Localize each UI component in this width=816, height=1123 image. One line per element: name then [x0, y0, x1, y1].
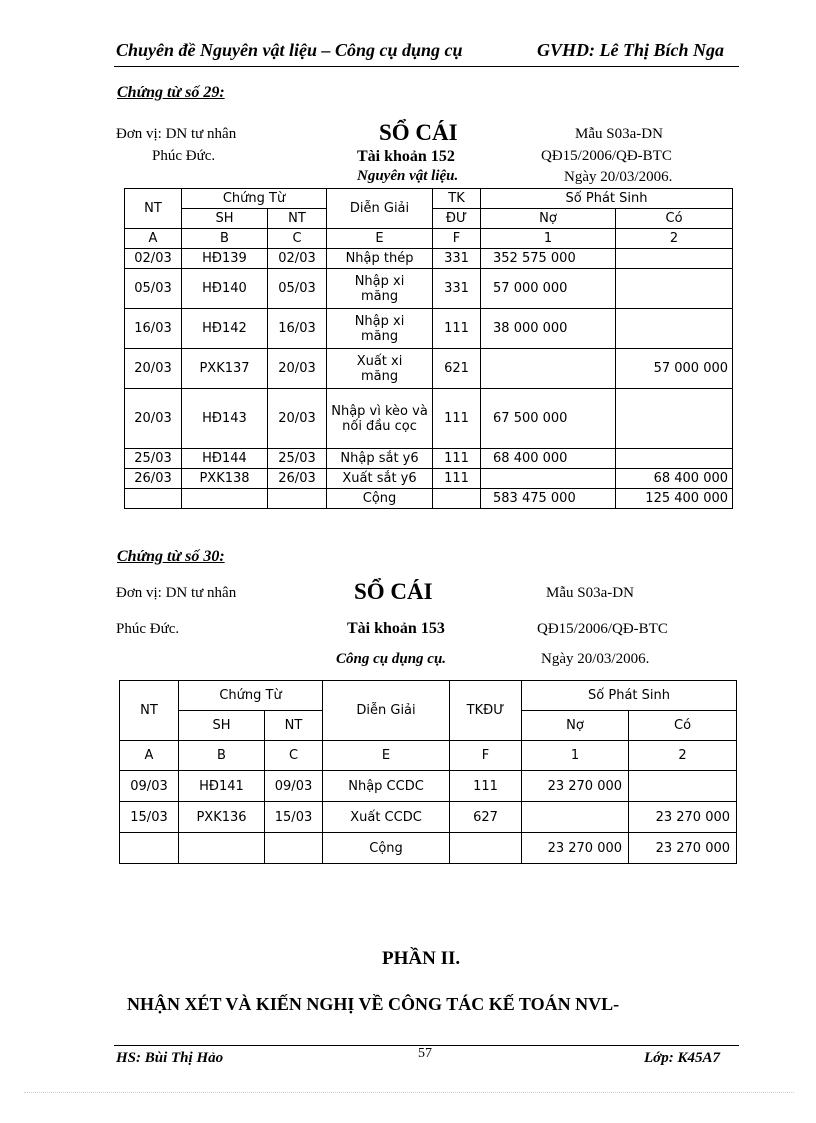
cell-nt2: 25/03	[268, 449, 327, 469]
header-co: Có	[629, 711, 737, 741]
cell-nt2: 26/03	[268, 469, 327, 489]
header-chung-tu: Chứng Từ	[182, 189, 327, 209]
header-sh: SH	[179, 711, 265, 741]
cell-nt2: 15/03	[265, 802, 323, 833]
cell-nt: 02/03	[125, 249, 182, 269]
unit-place-29: Phúc Đức.	[152, 148, 216, 164]
code-cell: 1	[481, 229, 616, 249]
total-no: 23 270 000	[522, 833, 629, 864]
cell-nt: 05/03	[125, 269, 182, 309]
decision-30: QĐ15/2006/QĐ-BTC	[537, 621, 668, 637]
cell-nt2: 09/03	[265, 771, 323, 802]
part-title: PHẦN II.	[382, 948, 461, 969]
code-cell: C	[268, 229, 327, 249]
table-row	[125, 249, 733, 269]
header-nt2: NT	[265, 711, 323, 741]
total-co: 125 400 000	[616, 489, 733, 509]
cell-tk: 111	[450, 771, 522, 802]
code-row	[120, 741, 737, 771]
table-row	[125, 309, 733, 349]
cell-co: 57 000 000	[616, 349, 733, 389]
voucher-label-29: Chứng từ số 29:	[117, 84, 225, 101]
page-number: 57	[418, 1046, 432, 1061]
table-row	[125, 269, 733, 309]
part-subtitle: NHẬN XÉT VÀ KIẾN NGHỊ VỀ CÔNG TÁC KẾ TOÁN NVL-	[127, 994, 620, 1014]
header-so-phat-sinh: Số Phát Sinh	[522, 681, 737, 711]
header-no: Nợ	[481, 209, 616, 229]
ledger-title-30: SỔ CÁI	[354, 579, 433, 604]
cell-co: 68 400 000	[616, 469, 733, 489]
cell-co	[616, 269, 733, 309]
footer-student: HS: Bùi Thị Hảo	[116, 1050, 224, 1066]
account-name-29: Nguyên vật liệu.	[357, 168, 459, 184]
header-sh: SH	[182, 209, 268, 229]
cell-nt2: 05/03	[268, 269, 327, 309]
cell-co	[616, 389, 733, 449]
cell-tk: 111	[433, 469, 481, 489]
unit-place-30: Phúc Đức.	[116, 621, 180, 637]
cell-no: 68 400 000	[481, 449, 616, 469]
code-row	[125, 229, 733, 249]
code-cell: B	[179, 741, 265, 771]
cell-sh: HĐ139	[182, 249, 268, 269]
cell-no	[522, 802, 629, 833]
cell-tk: 331	[433, 249, 481, 269]
cell-sh: HĐ140	[182, 269, 268, 309]
header-no: Nợ	[522, 711, 629, 741]
form-code-30: Mẫu S03a-DN	[546, 585, 634, 601]
cell-dien-giai: Nhập sắt y6	[327, 449, 433, 469]
cell-co	[616, 249, 733, 269]
ledger-table-152	[124, 188, 733, 509]
cell-nt2: 16/03	[268, 309, 327, 349]
cell-tk: 627	[450, 802, 522, 833]
cell-sh: HĐ143	[182, 389, 268, 449]
page-edge-dots	[24, 1092, 794, 1093]
header-co: Có	[616, 209, 733, 229]
cell-dien-giai: Nhập xi măng	[327, 269, 433, 309]
table-row	[125, 349, 733, 389]
unit-name-30: Đơn vị: DN tư nhân	[116, 585, 237, 601]
cell-no: 23 270 000	[522, 771, 629, 802]
code-cell: A	[120, 741, 179, 771]
cell-sh: HĐ144	[182, 449, 268, 469]
cell-tk: 111	[433, 389, 481, 449]
table-row	[120, 802, 737, 833]
header-nt: NT	[120, 681, 179, 741]
cell-tk: 331	[433, 269, 481, 309]
cell-sh: HĐ141	[179, 771, 265, 802]
header-tkdu: TKĐƯ	[450, 681, 522, 741]
cell-co	[629, 771, 737, 802]
cell-no: 57 000 000	[481, 269, 616, 309]
cell-nt: 09/03	[120, 771, 179, 802]
code-cell: E	[327, 229, 433, 249]
cell-dien-giai: Xuất xi măng	[327, 349, 433, 389]
header-du: ĐƯ	[433, 209, 481, 229]
cell-sh: HĐ142	[182, 309, 268, 349]
cell-co	[616, 449, 733, 469]
cell-co	[616, 309, 733, 349]
cell-dien-giai: Nhập CCDC	[323, 771, 450, 802]
code-cell: C	[265, 741, 323, 771]
code-cell: 2	[629, 741, 737, 771]
form-code-29: Mẫu S03a-DN	[575, 126, 663, 142]
cell-dien-giai: Nhập xi măng	[327, 309, 433, 349]
ledger-table-153	[119, 680, 737, 864]
cell-no: 67 500 000	[481, 389, 616, 449]
code-cell: B	[182, 229, 268, 249]
cell-nt: 25/03	[125, 449, 182, 469]
code-cell: A	[125, 229, 182, 249]
table-row	[125, 449, 733, 469]
voucher-label-30: Chứng từ số 30:	[117, 548, 225, 565]
cell-nt: 16/03	[125, 309, 182, 349]
cell-nt2: 20/03	[268, 389, 327, 449]
total-no: 583 475 000	[481, 489, 616, 509]
cell-sh: PXK136	[179, 802, 265, 833]
header-nt2: NT	[268, 209, 327, 229]
table-row	[125, 469, 733, 489]
cell-no	[481, 469, 616, 489]
code-cell: F	[433, 229, 481, 249]
ledger-title-29: SỔ CÁI	[379, 120, 458, 145]
cell-sh: PXK138	[182, 469, 268, 489]
cell-tk: 111	[433, 449, 481, 469]
cell-dien-giai: Nhập vì kèo và nối đầu cọc	[327, 389, 433, 449]
account-name-30: Công cụ dụng cụ.	[336, 651, 447, 667]
cell-dien-giai: Nhập thép	[327, 249, 433, 269]
cell-tk: 621	[433, 349, 481, 389]
cell-nt: 26/03	[125, 469, 182, 489]
cell-nt: 20/03	[125, 349, 182, 389]
table-row	[125, 389, 733, 449]
cell-dien-giai: Xuất CCDC	[323, 802, 450, 833]
total-label: Cộng	[327, 489, 433, 509]
cell-co: 23 270 000	[629, 802, 737, 833]
header-supervisor: GVHD: Lê Thị Bích Nga	[537, 40, 724, 60]
cell-no: 352 575 000	[481, 249, 616, 269]
cell-sh: PXK137	[182, 349, 268, 389]
cell-nt2: 02/03	[268, 249, 327, 269]
table-row	[120, 771, 737, 802]
cell-no	[481, 349, 616, 389]
cell-nt: 15/03	[120, 802, 179, 833]
code-cell: 1	[522, 741, 629, 771]
header-topic: Chuyên đề Nguyên vật liệu – Công cụ dụng cụ	[116, 40, 463, 60]
account-number-30: Tài khoản 153	[347, 620, 445, 637]
unit-name-29: Đơn vị: DN tư nhân	[116, 126, 237, 142]
cell-no: 38 000 000	[481, 309, 616, 349]
ledger-date-30: Ngày 20/03/2006.	[541, 651, 650, 667]
header-tk: TK	[433, 189, 481, 209]
code-cell: E	[323, 741, 450, 771]
code-cell: 2	[616, 229, 733, 249]
decision-29: QĐ15/2006/QĐ-BTC	[541, 148, 672, 164]
header-dien-giai: Diễn Giải	[323, 681, 450, 741]
total-co: 23 270 000	[629, 833, 737, 864]
account-number-29: Tài khoản 152	[357, 148, 455, 165]
header-nt: NT	[125, 189, 182, 229]
total-label: Cộng	[323, 833, 450, 864]
code-cell: F	[450, 741, 522, 771]
header-so-phat-sinh: Số Phát Sinh	[481, 189, 733, 209]
cell-tk: 111	[433, 309, 481, 349]
total-row	[120, 833, 737, 864]
cell-nt: 20/03	[125, 389, 182, 449]
cell-nt2: 20/03	[268, 349, 327, 389]
footer-class: Lớp: K45A7	[644, 1050, 720, 1066]
header-rule	[114, 66, 739, 67]
header-chung-tu: Chứng Từ	[179, 681, 323, 711]
ledger-date-29: Ngày 20/03/2006.	[564, 169, 673, 185]
header-dien-giai: Diễn Giải	[327, 189, 433, 229]
total-row	[125, 489, 733, 509]
cell-dien-giai: Xuất sắt y6	[327, 469, 433, 489]
